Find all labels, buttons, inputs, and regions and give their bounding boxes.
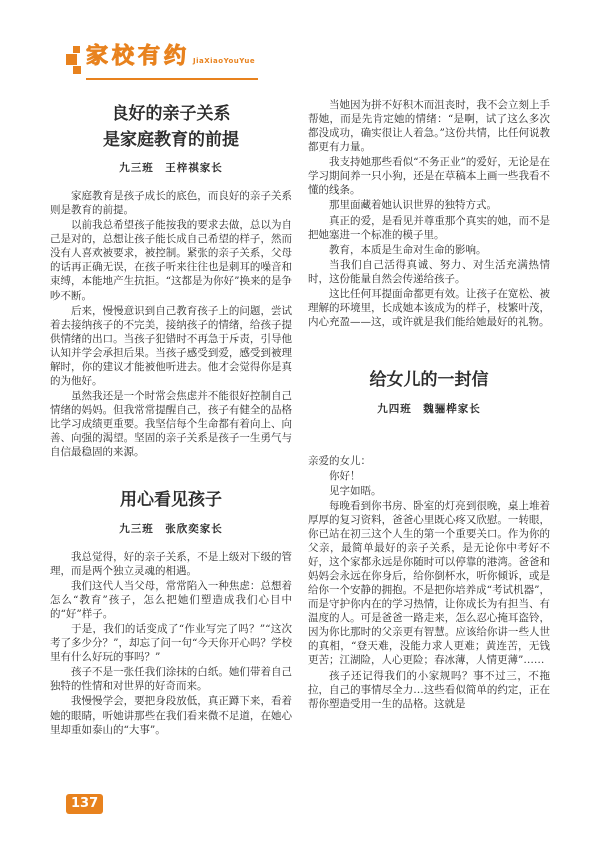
article3-byline: 九四班 魏骊桦家长 xyxy=(377,402,481,415)
pixel-cluster-icon xyxy=(64,46,86,76)
paragraph: 真正的爱，是看见并尊重那个真实的她，而不是把她塞进一个标准的模子里。 xyxy=(308,214,550,241)
article3-title: 给女儿的一封信 xyxy=(369,370,489,390)
letter-greeting: 见字如晤。 xyxy=(329,484,382,497)
paragraph: 家庭教育是孩子成长的底色，而良好的亲子关系则是教育的前提。 xyxy=(50,190,292,217)
paragraph: 我们这代人当父母，常常陷入一种焦虑：总想着怎么“教育”孩子，怎么把她们塑造成我们心目中的“好”样子。 xyxy=(50,579,292,621)
paragraph: 当我们自己活得真诚、努力、对生活充满热情时，这份能量自然会传递给孩子。 xyxy=(308,258,550,285)
paragraph: 我总觉得，好的亲子关系，不是上级对下级的管理，而是两个独立灵魂的相遇。 xyxy=(50,550,292,577)
paragraph: 我支持她那些看似“不务正业”的爱好，无论是在学习期间养一只小狗，还是在草稿本上画一些我看不懂的线条。 xyxy=(308,156,550,197)
paragraph: 以前我总希望孩子能按我的要求去做，总以为自己是对的，总想让孩子能长成自己希望的样子，然而没有人喜欢被要求，被控制。紧张的亲子关系，父母的话再正确无误，在孩子听来往往也是刺耳的噪音和束缚，本能地产生抗拒。“这都是为你好”换来的是争吵不断。 xyxy=(50,219,292,302)
paragraph: 那里面藏着她认识世界的独特方式。 xyxy=(329,199,497,212)
paragraph: 后来，慢慢意识到自己教育孩子上的问题，尝试着去接纳孩子的不完美，接纳孩子的情绪，给孩子提供情绪的出口。当孩子犯错时不再急于斥责，引导他认知并学会承担后果。当孩子感受到爱，感受到被理解时，你的建议才能被他听进去。他才会觉得你是真的为他好。 xyxy=(50,304,292,387)
brand-pinyin: JiaXiaoYouYue xyxy=(193,57,256,65)
column-right xyxy=(308,98,550,778)
article2-title: 用心看见孩子 xyxy=(120,490,222,511)
paragraph: 我慢慢学会，要把身段放低，真正蹲下来，看着她的眼睛，听她讲那些在我们看来微不足道，在她心里却重如泰山的“大事”。 xyxy=(50,695,292,736)
letter-greeting: 你好！ xyxy=(329,469,361,482)
page-number-badge: 137 xyxy=(66,794,103,814)
paragraph: 孩子还记得我们的小家规吗？事不过三，不拖拉，自己的事情尽全力…这些看似简单的约定，正在帮你塑造受用一生的品格。这就是 xyxy=(308,669,550,710)
letter-salutation: 亲爱的女儿： xyxy=(308,454,371,467)
paragraph: 于是，我们的话变成了“作业写完了吗？”“这次考了多少分？”，却忘了问一句“今天你开心吗？学校里有什么好玩的事吗？” xyxy=(50,623,292,664)
header-divider xyxy=(86,78,258,80)
brand-title: 家校有约 xyxy=(86,44,191,69)
article2-byline: 九三班 张欣奕家长 xyxy=(119,522,223,535)
article-columns xyxy=(50,98,550,778)
article1-title: 良好的亲子关系 是家庭教育的前提 xyxy=(103,104,239,150)
page-header xyxy=(64,44,364,80)
column-left xyxy=(50,98,292,778)
paragraph: 这比任何耳提面命都更有效。让孩子在宽松、被理解的环境里，长成她本该成为的样子，枝繁叶茂，内心充盈——这，或许就是我们能给她最好的礼物。 xyxy=(308,287,550,328)
paragraph: 每晚看到你书房、卧室的灯亮到很晚，桌上堆着厚厚的复习资料，爸爸心里既心疼又欣慰。一转眼，你已站在初三这个人生的第一个重要关口。作为你的父亲，最简单最好的亲子关系，是无论你中考好不好，这个家都永远是你随时可以停靠的港湾。爸爸和妈妈会永远在你身后，给你倒杯水，听你倾诉，或是给你一个安静的拥抱。不是把你培养成“考试机器”，而是守护你内在的学习热情，让你成长为有担当、有温度的人。可是爸爸一路走来，怎么忍心掩耳盗铃，因为你比那时的父亲更有智慧。应该给你讲一些人世的真相，“登天难，没能力求人更难；黄连苦，无钱更苦；江湖险，人心更险；春冰薄，人情更薄”…… xyxy=(308,499,550,667)
brand-logo xyxy=(64,44,364,76)
paragraph: 教育，本质是生命对生命的影响。 xyxy=(329,243,487,256)
paragraph: 虽然我还是一个时常会焦虑并不能很好控制自己情绪的妈妈。但我常常提醒自己，孩子有健全的品格比学习成绩更重要。我坚信每个生命都有着向上、向善、向强的渴望。坚固的亲子关系是孩子一生勇气与自信最稳固的来源。 xyxy=(50,389,292,459)
article1-byline: 九三班 王梓祺家长 xyxy=(119,162,223,174)
paragraph: 孩子不是一张任我们涂抹的白纸。她们带着自己独特的性情和对世界的好奇而来。 xyxy=(50,666,292,693)
paragraph: 当她因为拼不好积木而沮丧时，我不会立刻上手帮她，而是先肯定她的情绪：“是啊，试了这么多次都没成功，确实很让人着急。”这份共情，比任何说教都更有力量。 xyxy=(308,99,550,154)
